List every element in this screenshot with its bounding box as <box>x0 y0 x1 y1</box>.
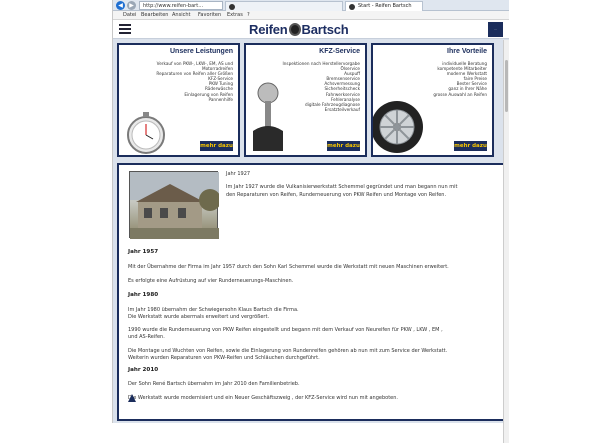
paragraph: den Reparaturen von Reifen, Runderneuerung von PKW Reifen und Montage von Reifen. <box>226 192 447 198</box>
tab-favicon-icon <box>349 4 355 10</box>
list-item: digitale Fahrzeugdiagnose <box>305 101 360 107</box>
list-item: kompetente Mitarbeiter <box>437 66 487 72</box>
more-button[interactable]: mehr dazu <box>200 143 233 149</box>
year-heading: Jahr 2010 <box>128 367 159 373</box>
more-button[interactable]: mehr dazu <box>454 143 487 149</box>
photo-caption: Jahr 1927 <box>226 171 251 177</box>
year-heading: Jahr 1980 <box>128 292 159 298</box>
menu-bar <box>113 11 509 20</box>
card-title: Ihre Vorteile <box>447 48 487 55</box>
paragraph: Weiterin wurden Reparaturen von PKW-Reifen und Schläuchen durchgeführt. <box>128 355 320 361</box>
list-item: grosse Auswahl an Reifen <box>433 91 487 97</box>
badge-logo: ··· <box>488 22 503 37</box>
card-services <box>117 43 240 157</box>
list-item: PKW Tuning <box>208 81 233 87</box>
logo-text-left: Reifen <box>249 22 288 37</box>
website-content <box>113 20 509 423</box>
forward-button[interactable]: ▶ <box>127 1 136 10</box>
list-item: Inspektionen nach Herstellervorgabe <box>282 61 360 66</box>
paragraph: Im Jahr 1927 wurde die Vulkanisierwerkstatt Schemmel gegründet und man begann nun mit <box>226 184 458 190</box>
list-item: Pannenhilfe <box>208 96 233 102</box>
scrollbar-thumb[interactable] <box>505 60 508 112</box>
list-item: Einlagerung von Reifen <box>184 91 233 97</box>
card-list <box>433 61 487 97</box>
address-bar[interactable]: http://www.reifen-bart… <box>139 1 223 10</box>
card-title: KFZ-Service <box>319 48 360 55</box>
paragraph: 1990 wurde die Runderneuerung von PKW Reifen eingestellt und begann mit dem Verkauf von Neureifen für PKW , LKW , EM , <box>128 327 443 333</box>
list-item: KFZ-Service <box>208 76 233 82</box>
menu-help[interactable]: ? <box>247 12 250 18</box>
card-kfz-service <box>244 43 367 157</box>
history-section <box>117 163 505 421</box>
historic-building-photo <box>129 171 218 238</box>
list-item: Achsvermessung <box>324 81 360 87</box>
paragraph: Die Werkstatt wurde abermals erweitert und vergrößert. <box>128 314 270 320</box>
paragraph: Der Sohn René Bartsch übernahm im Jahr 2010 den Familienbetrieb. <box>128 381 300 387</box>
list-item: Ersatzteilverkauf <box>324 106 360 112</box>
list-item: Reparaturen von Reifen aller Größen <box>156 71 233 77</box>
menu-favorites[interactable]: Favoriten <box>198 12 222 18</box>
logo-text-right: Bartsch <box>301 22 349 37</box>
tab-bar <box>113 0 509 11</box>
site-header <box>113 20 509 39</box>
list-item: individuelle Beratung <box>442 61 487 66</box>
paragraph: Die Montage und Wuchten von Reifen, sowie die Einlagerung von Rundenreifen gehören ab nun mit zum Service der Werkstatt. <box>128 348 448 354</box>
tab-active[interactable] <box>345 1 423 11</box>
paragraph: Die Werkstatt wurde modernisiert und ein Neuer Geschäftszweig , der KFZ-Service wird nun mit angeboten. <box>128 395 398 401</box>
list-item: Ölservice <box>340 66 360 72</box>
menu-tools[interactable]: Extras <box>227 12 243 18</box>
menu-view[interactable]: Ansicht <box>172 12 191 18</box>
paragraph: Im Jahr 1980 übernahm der Schwiegersohn Klaus Bartsch die Firma. <box>128 307 299 313</box>
tab-inactive[interactable] <box>225 1 343 11</box>
card-list <box>156 61 233 102</box>
back-button[interactable]: ◀ <box>116 1 125 10</box>
menu-file[interactable]: Datei <box>123 12 137 18</box>
wheel-rim-icon <box>373 95 429 155</box>
list-item: Auspuff <box>344 71 360 77</box>
hamburger-menu-icon[interactable] <box>119 24 131 35</box>
list-item: Motorradreifen <box>201 66 233 72</box>
tab-favicon-icon <box>229 4 235 10</box>
paragraph: Es erfolgte eine Aufrüstung auf vier Runderneuerungs-Maschinen. <box>128 278 294 284</box>
card-advantages <box>371 43 494 157</box>
list-item: ganz in Ihrer Nähe <box>448 86 487 92</box>
site-logo[interactable] <box>249 22 349 37</box>
scrollbar[interactable] <box>503 40 509 443</box>
paragraph: und AS-Reifen. <box>128 334 165 340</box>
year-heading: Jahr 1957 <box>128 249 159 255</box>
more-button[interactable]: mehr dazu <box>327 143 360 149</box>
card-list <box>283 61 360 112</box>
list-item: Verkauf von PKW-, LKW-, EM, AS und <box>156 61 233 66</box>
menu-edit[interactable]: Bearbeiten <box>141 12 169 18</box>
stopwatch-icon <box>124 111 170 155</box>
list-item: Sicherheitscheck <box>324 86 360 92</box>
list-item: faire Preise <box>463 76 487 82</box>
tire-icon <box>289 23 301 36</box>
browser-window <box>112 0 508 423</box>
list-item: Bremsenservice <box>326 76 360 82</box>
card-title: Unsere Leistungen <box>169 48 233 55</box>
list-item: Fahrwerkservice <box>325 91 360 97</box>
tab-label: Start - Reifen Bartsch <box>358 3 412 9</box>
paragraph: Mit der Übernahme der Firma im Jahr 1957 durch den Sohn Karl Schemmel wurde die Werkstatt mit neuen Maschinen erweitert. <box>128 264 449 270</box>
list-item: Bester Service <box>456 81 487 87</box>
list-item: moderne Werkstatt <box>446 71 487 77</box>
scroll-up-arrow-icon[interactable] <box>128 394 136 402</box>
list-item: Räderwäsche <box>204 86 233 92</box>
list-item: Fehleranalyse <box>330 96 360 102</box>
gear-shift-icon <box>249 81 287 153</box>
